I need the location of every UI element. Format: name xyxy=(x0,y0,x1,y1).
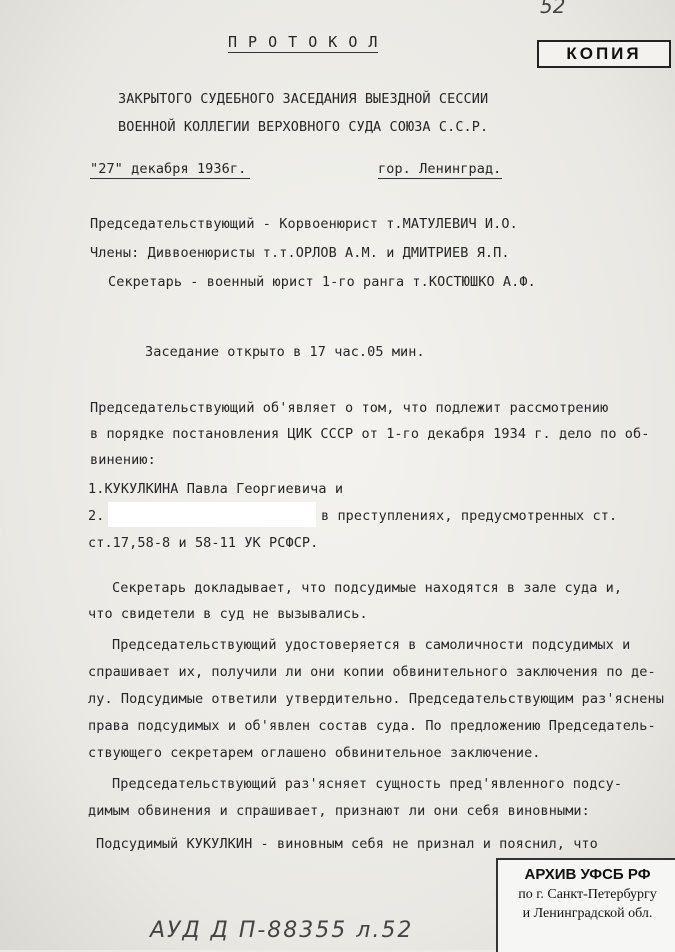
paragraph-4-line-1: Председательствующий раз'ясняет сущность пред'явленного подсу- xyxy=(112,776,623,792)
handwritten-page-number: 52 xyxy=(540,0,566,18)
paragraph-1-line-2: в порядке постановления ЦИК СССР от 1-го декабря 1934 г. дело по об- xyxy=(90,426,650,442)
paragraph-1-line-1: Председательствующий об'являет о том, что подлежит рассмотрению xyxy=(90,400,609,416)
redacted-name xyxy=(108,502,316,527)
subtitle-line-2: ВОЕННОЙ КОЛЛЕГИИ ВЕРХОВНОГО СУДА СОЮЗА С.С.Р. xyxy=(118,119,489,135)
defendant-2-number: 2. xyxy=(88,508,105,524)
paragraph-3-line-4: права подсудимых и об'явлен состав суда. По предложению Председатель- xyxy=(88,718,656,734)
archive-stamp-line-1: АРХИВ УФСБ РФ xyxy=(524,866,651,883)
paragraph-3-line-1: Председательствующий удостоверяется в самоличности подсудимых и xyxy=(112,637,631,653)
chairman-line: Председательствующий - Корвоенюрист т.МАТУЛЕВИЧ И.О. xyxy=(90,216,518,232)
criminal-articles: ст.17,58-8 и 58-11 УК РСФСР. xyxy=(88,535,319,551)
session-date: "27" декабря 1936г. xyxy=(90,161,250,179)
paragraph-5-line-1: Подсудимый КУКУЛКИН - виновным себя не признал и пояснил, что xyxy=(96,836,598,852)
secretary-line: Секретарь - военный юрист 1-го ранга т.КОСТЮШКО А.Ф. xyxy=(108,274,536,290)
defendant-2-charges: в преступлениях, предусмотренных ст. xyxy=(321,508,618,524)
paragraph-3-line-3: лу. Подсудимые ответили утвердительно. Председательствующим раз'яснены xyxy=(88,691,664,707)
paragraph-2-line-2: что свидетели в суд не вызывались. xyxy=(88,606,368,622)
archive-stamp-line-3: и Ленинградской обл. xyxy=(522,906,653,921)
handwritten-archive-reference: АУД Д П-88355 л.52 xyxy=(150,918,414,943)
copy-stamp: КОПИЯ xyxy=(537,40,671,68)
members-line: Члены: Диввоенюристы т.т.ОРЛОВ А.М. и ДМИТРИЕВ Я.П. xyxy=(90,245,510,261)
document-title: П Р О Т О К О Л xyxy=(228,33,379,51)
session-opened: Заседание открыто в 17 час.05 мин. xyxy=(145,344,425,360)
subtitle-line-1: ЗАКРЫТОГО СУДЕБНОГО ЗАСЕДАНИЯ ВЫЕЗДНОЙ СЕССИИ xyxy=(118,91,489,107)
archive-stamp-line-2: по г. Санкт-Петербургу xyxy=(518,887,657,902)
archive-stamp xyxy=(496,858,675,952)
paragraph-1-line-3: винению: xyxy=(90,452,156,468)
paragraph-4-line-2: димым обвинения и спрашивает, признают ли они себя виновными: xyxy=(88,803,590,819)
paragraph-3-line-2: спрашивает их, получили ли они копии обвинительного заключения по де- xyxy=(88,664,656,680)
session-place: гор. Ленинград. xyxy=(378,161,502,177)
paragraph-3-line-5: ствующего секретарем оглашено обвинительное заключение. xyxy=(88,745,541,761)
defendant-1: 1.КУКУЛКИНА Павла Георгиевича и xyxy=(88,481,344,497)
paragraph-2-line-1: Секретарь докладывает, что подсудимые находятся в зале суда и, xyxy=(112,580,623,596)
